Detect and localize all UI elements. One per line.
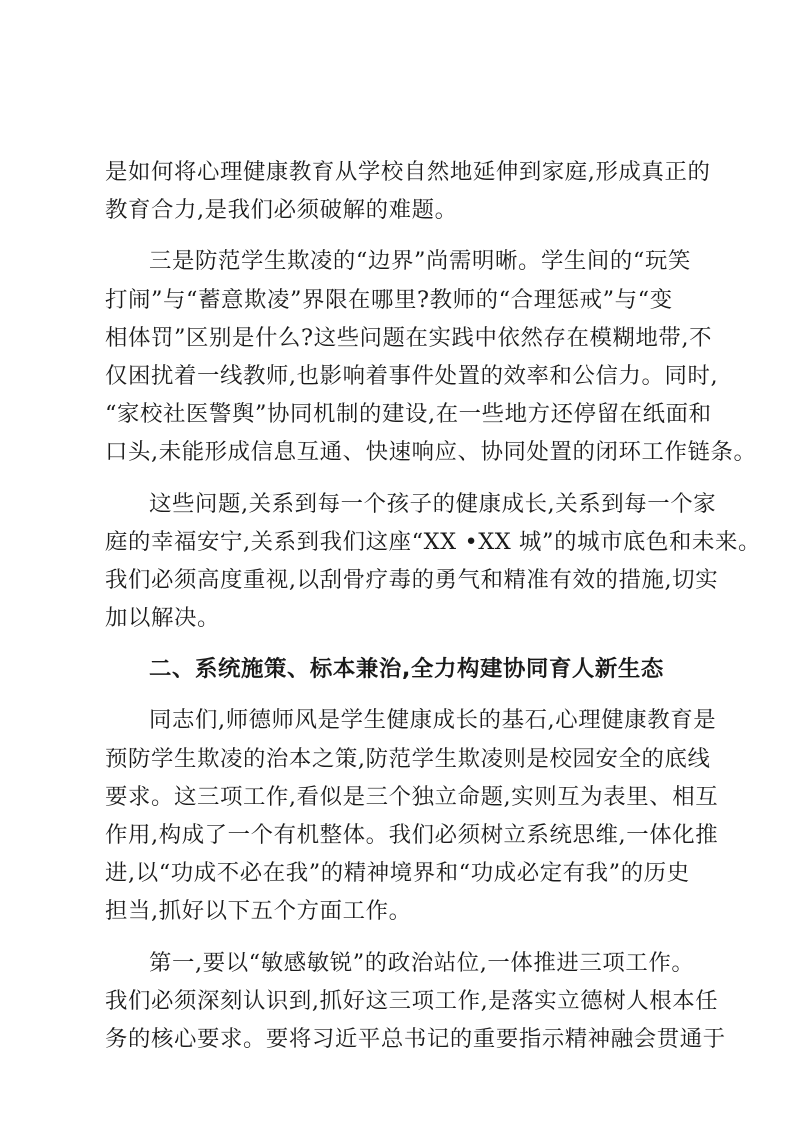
text-line: “家校社医警舆”协同机制的建设,在一些地方还停留在纸面和 [105,401,712,428]
text-line: 三是防范学生欺凌的“边界”尚需明晰。学生间的“玩笑 [149,248,691,275]
paragraph-first [105,944,726,1059]
document-body [105,153,761,1058]
text-line: 这些问题,关系到每一个孩子的健康成长,关系到每一个家 [149,490,717,517]
text-line: 庭的幸福安宁,关系到我们这座“XX •XX 城”的城市底色和未来。 [105,528,761,555]
text-line: 是如何将心理健康教育从学校自然地延伸到家庭,形成真正的 [105,159,711,185]
text-line: 我们必须深刻认识到,抓好这三项工作,是落实立德树人根本任 [105,987,719,1014]
text-line: 作用,构成了一个有机整体。我们必须树立系统思维,一体化推 [105,822,719,848]
text-line: 第一,要以“敏感敏锐”的政治站位,一体推进三项工作。 [149,949,695,976]
heading-text: 二、系统施策、标本兼治,全力构建协同育人新生态 [149,656,664,683]
text-line: 加以解决。 [105,605,220,632]
text-line: 我们必须高度重视,以刮骨疗毒的勇气和精准有效的措施,切实 [105,566,719,593]
text-line: 教育合力,是我们必须破解的难题。 [105,197,458,224]
text-line: 预防学生欺凌的治本之策,防范学生欺凌则是校园安全的底线 [105,745,711,772]
paragraph-problems [105,485,761,638]
text-line: 担当,抓好以下五个方面工作。 [105,898,412,925]
text-line: 务的核心要求。要将习近平总书记的重要指示精神融会贯通于 [105,1025,726,1052]
text-line: 打闹”与“蓄意欺凌”界限在哪里?教师的“合理惩戒”与“变 [105,286,673,313]
text-line: 要求。这三项工作,看似是三个独立命题,实则互为表里、相互 [105,783,719,810]
text-line: 同志们,师德师风是学生健康成长的基石,心理健康教育是 [149,707,717,734]
text-line: 口头,未能形成信息互通、快速响应、协同处置的闭环工作链条。 [105,439,757,466]
text-line: 仅困扰着一线教师,也影响着事件处置的效率和公信力。同时, [105,362,719,389]
paragraph-comrades [105,701,719,930]
section-heading [105,650,692,688]
text-line: 相体罚”区别是什么?这些问题在实践中依然存在模糊地带,不 [105,324,713,351]
paragraph-bullying-boundary [105,242,757,471]
text-line: 进,以“功成不必在我”的精神境界和“功成必定有我”的历史 [105,860,690,887]
paragraph-continuation [105,153,711,229]
